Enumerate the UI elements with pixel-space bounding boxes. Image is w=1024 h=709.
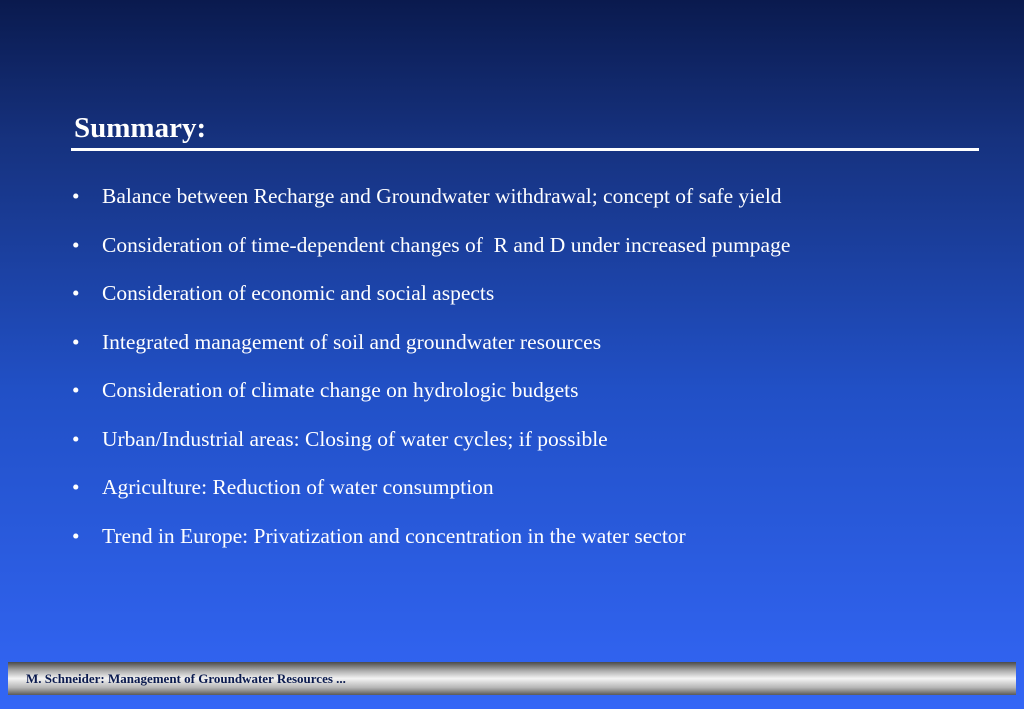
footer-author-title: M. Schneider: Management of Groundwater Resources ... xyxy=(26,671,346,686)
bullet-icon: • xyxy=(72,426,80,451)
list-item xyxy=(72,325,790,374)
bullet-icon: • xyxy=(72,329,80,354)
list-item xyxy=(72,228,790,277)
bullet-icon: • xyxy=(72,281,80,305)
list-item xyxy=(72,422,790,471)
bullet-icon: • xyxy=(72,523,80,548)
list-item xyxy=(72,519,790,568)
slide-title: Summary: xyxy=(74,112,207,144)
bullet-text: Integrated management of soil and groundwater resources xyxy=(102,329,602,354)
title-divider xyxy=(71,148,979,151)
bullet-icon: • xyxy=(72,378,80,402)
footer-bar xyxy=(8,662,1016,695)
bullet-list xyxy=(72,179,790,567)
list-item xyxy=(72,276,790,325)
bullet-icon: • xyxy=(72,184,80,208)
bullet-icon: • xyxy=(72,475,80,499)
bullet-text: Consideration of time-dependent changes of R and D under increased pumpage xyxy=(102,232,791,257)
bullet-text: Consideration of economic and social aspects xyxy=(102,281,495,305)
list-item xyxy=(72,179,790,228)
bullet-text: Urban/Industrial areas: Closing of water cycles; if possible xyxy=(102,426,608,451)
bullet-text: Agriculture: Reduction of water consumption xyxy=(102,475,494,499)
bullet-text: Trend in Europe: Privatization and concentration in the water sector xyxy=(102,523,686,548)
bullet-text: Consideration of climate change on hydrologic budgets xyxy=(102,378,579,402)
bullet-icon: • xyxy=(72,232,80,257)
list-item xyxy=(72,373,790,422)
list-item xyxy=(72,470,790,519)
bullet-text: Balance between Recharge and Groundwater withdrawal; concept of safe yield xyxy=(102,184,782,208)
